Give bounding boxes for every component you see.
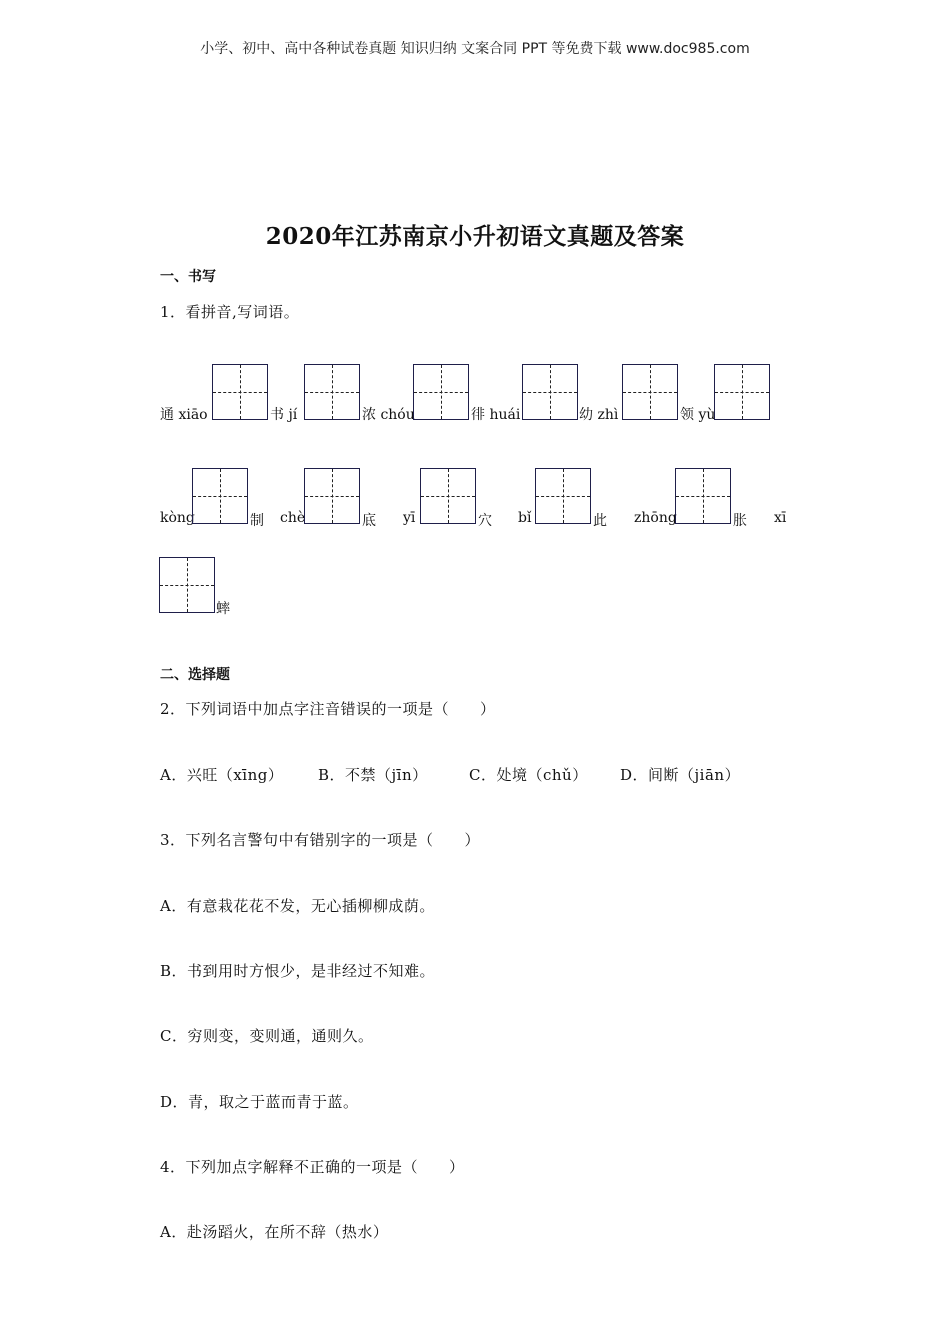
question-2-option-a: A．兴旺（xīng） — [160, 766, 284, 784]
pinyin-label: xī — [774, 510, 787, 526]
char-label: 胀 — [733, 513, 747, 529]
question-3-option-b: B．书到用时方恨少，是非经过不知难。 — [160, 962, 436, 980]
question-2-option-d: D．间断（jiān） — [620, 766, 741, 784]
question-2-option-b: B．不禁（jīn） — [318, 766, 428, 784]
page-header: 小学、初中、高中各种试卷真题 知识归纳 文案合同 PPT 等免费下载 www.doc985.com — [200, 41, 750, 57]
writing-box[interactable] — [304, 364, 360, 420]
section-writing-heading: 一、书写 — [160, 269, 216, 285]
pinyin-label: chè — [280, 510, 306, 526]
question-3: 3．下列名言警句中有错别字的一项是（ ） — [160, 831, 481, 849]
pinyin-label: bǐ — [518, 510, 532, 526]
writing-box[interactable] — [212, 364, 268, 420]
char-label: 蟀 — [216, 601, 230, 617]
writing-box[interactable] — [675, 468, 731, 524]
writing-box[interactable] — [192, 468, 248, 524]
question-1: 1．看拼音,写词语。 — [160, 303, 300, 321]
question-4-option-a: A．赴汤蹈火，在所不辞（热水） — [160, 1223, 389, 1241]
pinyin-label: yī — [403, 510, 416, 526]
pinyin-label: kòng — [160, 510, 195, 526]
writing-box[interactable] — [304, 468, 360, 524]
writing-box[interactable] — [622, 364, 678, 420]
question-3-option-c: C．穷则变，变则通，通则久。 — [160, 1027, 374, 1045]
writing-box[interactable] — [522, 364, 578, 420]
pinyin-label: 幼 zhì — [579, 407, 619, 423]
page-title: 2020年江苏南京小升初语文真题及答案 — [265, 223, 685, 250]
char-label: 底 — [362, 513, 376, 529]
writing-box[interactable] — [159, 557, 215, 613]
question-2: 2．下列词语中加点字注音错误的一项是（ ） — [160, 700, 496, 718]
char-label: 穴 — [478, 513, 492, 529]
pinyin-label: 浓 chóu — [362, 407, 415, 423]
char-label: 制 — [250, 513, 264, 529]
writing-box[interactable] — [714, 364, 770, 420]
writing-box[interactable] — [535, 468, 591, 524]
pinyin-label: 通 xiāo — [160, 407, 208, 423]
writing-box[interactable] — [420, 468, 476, 524]
pinyin-label: zhōng — [634, 510, 677, 526]
pinyin-label: 领 yù — [680, 407, 716, 423]
pinyin-label: 徘 huái — [471, 407, 521, 423]
char-label: 此 — [593, 513, 607, 529]
question-3-option-d: D．青，取之于蓝而青于蓝。 — [160, 1093, 359, 1111]
writing-box[interactable] — [413, 364, 469, 420]
section-choice-heading: 二、选择题 — [160, 667, 230, 683]
pinyin-label: 书 jí — [270, 407, 298, 423]
question-3-option-a: A．有意栽花花不发，无心插柳柳成荫。 — [160, 897, 435, 915]
question-2-option-c: C．处境（chǔ） — [469, 766, 588, 784]
question-4: 4．下列加点字解释不正确的一项是（ ） — [160, 1158, 465, 1176]
